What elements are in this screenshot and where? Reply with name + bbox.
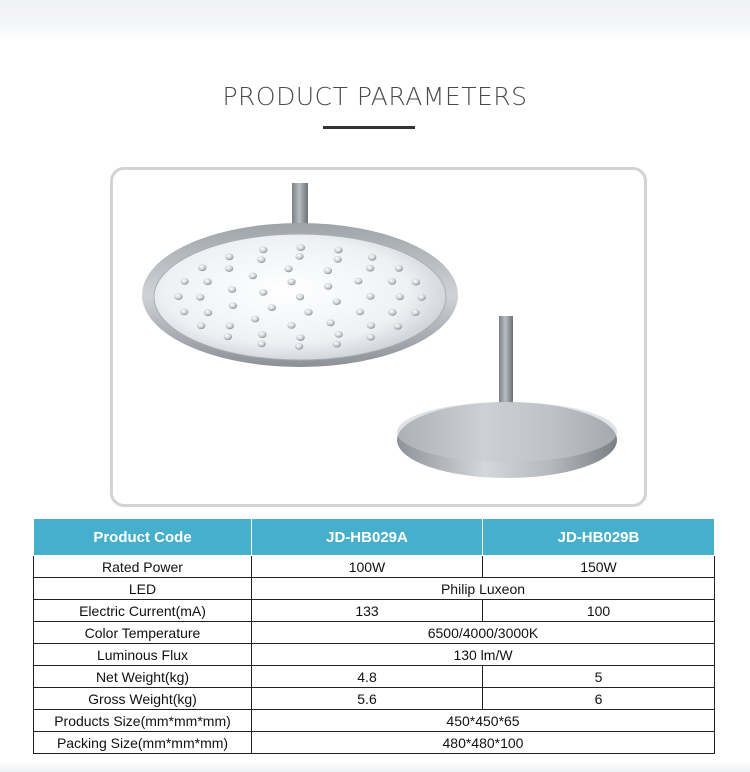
led-bead bbox=[417, 294, 425, 301]
led-bead bbox=[356, 309, 364, 316]
led-bead bbox=[368, 254, 376, 261]
led-bead bbox=[412, 279, 420, 286]
led-bead bbox=[296, 334, 304, 341]
led-bead bbox=[196, 294, 204, 301]
led-bead bbox=[197, 322, 205, 329]
led-bead bbox=[224, 333, 232, 340]
bottom-band bbox=[0, 762, 750, 772]
product-image-frame bbox=[110, 167, 647, 507]
led-bead bbox=[324, 267, 332, 274]
row-label: Products Size(mm*mm*mm) bbox=[34, 710, 252, 732]
led-bead bbox=[296, 294, 304, 301]
title-underline bbox=[323, 126, 415, 129]
high-bay-light-photo bbox=[113, 170, 647, 507]
led-bead bbox=[334, 247, 342, 254]
table-row bbox=[34, 644, 715, 666]
led-bead bbox=[174, 293, 182, 300]
led-bead bbox=[287, 278, 295, 285]
value-b: 100 bbox=[483, 600, 715, 622]
header-model-a: JD-HB029A bbox=[252, 519, 483, 556]
led-bead bbox=[198, 264, 206, 271]
row-label: Net Weight(kg) bbox=[34, 666, 252, 688]
table-row bbox=[34, 710, 715, 732]
table-row bbox=[34, 600, 715, 622]
table-row bbox=[34, 622, 715, 644]
value-shared: 450*450*65 bbox=[252, 710, 715, 732]
header-model-b: JD-HB029B bbox=[483, 519, 715, 556]
row-label: Luminous Flux bbox=[34, 644, 252, 666]
led-bead bbox=[259, 289, 267, 296]
table-row bbox=[34, 688, 715, 710]
value-b: 150W bbox=[483, 556, 715, 578]
spec-header-row bbox=[34, 519, 715, 556]
value-shared: 6500/4000/3000K bbox=[252, 622, 715, 644]
header-product-code: Product Code bbox=[34, 519, 252, 556]
led-bead bbox=[333, 298, 341, 305]
led-bead bbox=[204, 309, 212, 316]
led-bead bbox=[225, 265, 233, 272]
table-row bbox=[34, 732, 715, 754]
led-bead bbox=[249, 272, 257, 279]
led-bead bbox=[324, 283, 332, 290]
led-bead bbox=[284, 265, 292, 272]
value-a: 5.6 bbox=[252, 688, 483, 710]
led-bead bbox=[203, 278, 211, 285]
led-bead bbox=[257, 341, 265, 348]
led-bead bbox=[287, 322, 295, 329]
led-bead bbox=[334, 256, 342, 263]
led-bead bbox=[388, 309, 396, 316]
led-bead bbox=[366, 265, 374, 272]
top-band bbox=[0, 0, 750, 40]
rod-side bbox=[499, 316, 513, 412]
led-bead bbox=[395, 265, 403, 272]
led-bead bbox=[367, 322, 375, 329]
led-bead bbox=[228, 286, 236, 293]
value-shared: 130 lm/W bbox=[252, 644, 715, 666]
value-a: 133 bbox=[252, 600, 483, 622]
led-bead bbox=[258, 331, 266, 338]
led-bead bbox=[225, 253, 233, 260]
row-label: Electric Current(mA) bbox=[34, 600, 252, 622]
led-bead bbox=[257, 256, 265, 263]
led-bead bbox=[295, 343, 303, 350]
value-b: 6 bbox=[483, 688, 715, 710]
led-bead bbox=[333, 341, 341, 348]
led-bead bbox=[304, 309, 312, 316]
row-label: LED bbox=[34, 578, 252, 600]
table-row bbox=[34, 556, 715, 578]
row-label: Rated Power bbox=[34, 556, 252, 578]
led-bead bbox=[295, 253, 303, 260]
table-row bbox=[34, 666, 715, 688]
led-bead bbox=[180, 309, 188, 316]
led-bead bbox=[326, 319, 334, 326]
led-bead bbox=[388, 278, 396, 285]
page-title: PRODUCT PARAMETERS bbox=[222, 82, 528, 111]
value-shared: Philip Luxeon bbox=[252, 578, 715, 600]
led-bead bbox=[268, 304, 276, 311]
led-bead bbox=[259, 247, 267, 254]
led-bead bbox=[394, 323, 402, 330]
value-a: 4.8 bbox=[252, 666, 483, 688]
value-b: 5 bbox=[483, 666, 715, 688]
led-bead bbox=[367, 334, 375, 341]
row-label: Packing Size(mm*mm*mm) bbox=[34, 732, 252, 754]
led-bead bbox=[396, 293, 404, 300]
led-bead bbox=[297, 244, 305, 251]
led-bead bbox=[180, 278, 188, 285]
led-bead bbox=[411, 309, 419, 316]
table-row bbox=[34, 578, 715, 600]
spec-table bbox=[33, 518, 715, 754]
value-shared: 480*480*100 bbox=[252, 732, 715, 754]
led-bead bbox=[226, 322, 234, 329]
led-bead bbox=[251, 316, 259, 323]
led-bead bbox=[335, 331, 343, 338]
row-label: Gross Weight(kg) bbox=[34, 688, 252, 710]
led-bead bbox=[354, 278, 362, 285]
led-bead bbox=[229, 302, 237, 309]
value-a: 100W bbox=[252, 556, 483, 578]
led-bead bbox=[366, 293, 374, 300]
row-label: Color Temperature bbox=[34, 622, 252, 644]
